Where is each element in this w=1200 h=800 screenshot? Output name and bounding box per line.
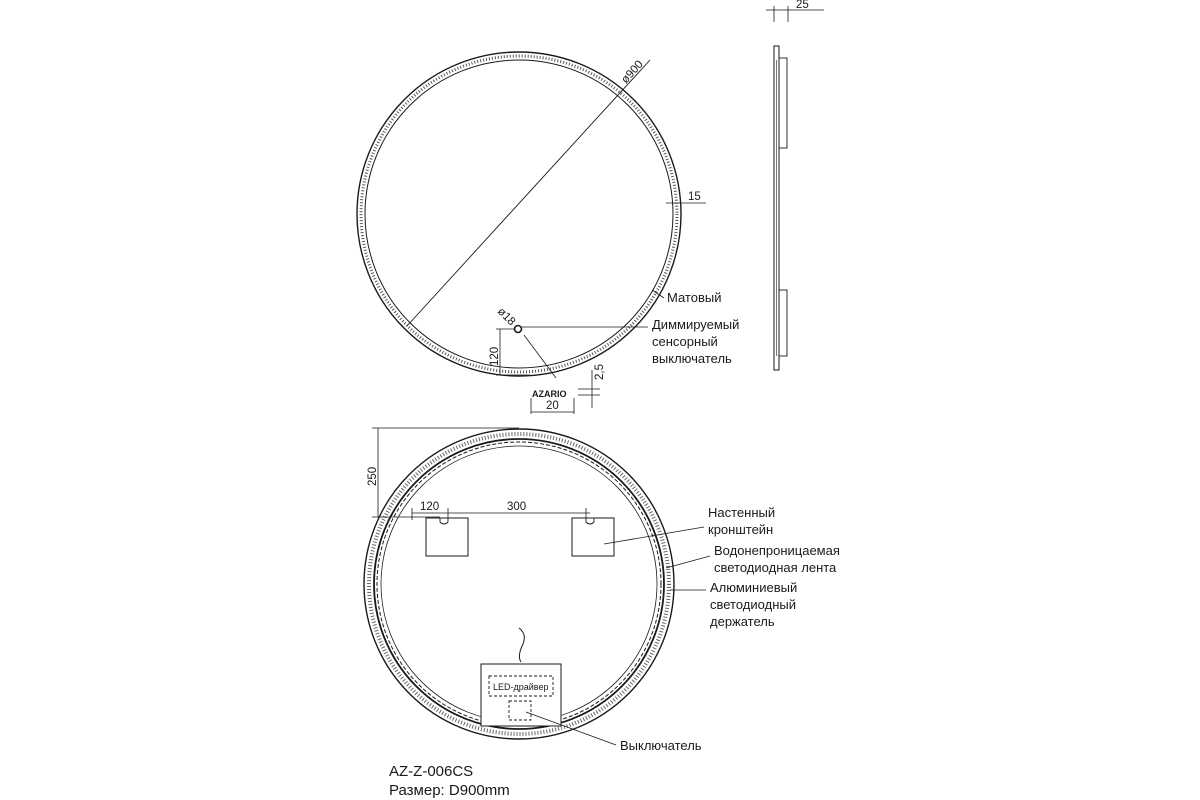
- depth-label: 25: [796, 0, 809, 11]
- right-wall-bracket: [572, 518, 614, 556]
- power-cable: [519, 628, 524, 662]
- led-strip-line2: светодиодная лента: [714, 560, 837, 575]
- side-top-bracket: [779, 58, 787, 148]
- logo-height-label: 2,5: [594, 364, 606, 380]
- back-switch-leader: [526, 712, 616, 745]
- azario-logo: AZARIO: [532, 389, 567, 399]
- switch-label-line2: сенсорный: [652, 334, 718, 349]
- bracket-edge-label: 120: [420, 501, 440, 513]
- led-strip-line1: Водонепроницаемая: [714, 543, 840, 558]
- touch-switch-icon: [515, 326, 522, 333]
- back-view: [364, 428, 840, 753]
- logo-width-label: 20: [546, 400, 559, 412]
- side-bottom-bracket: [779, 290, 787, 356]
- switch-label-line1: Диммируемый: [652, 317, 740, 332]
- size-label: Размер: D900mm: [389, 782, 510, 799]
- switch-label-line3: выключатель: [652, 351, 732, 366]
- holder-line2: светодиодный: [710, 597, 796, 612]
- side-view: [766, 0, 824, 370]
- footer: [389, 763, 510, 799]
- switch-offset-label: 120: [489, 346, 501, 366]
- matte-label: Матовый: [667, 290, 722, 305]
- holder-line1: Алюминиевый: [710, 580, 798, 595]
- left-wall-bracket: [426, 518, 468, 556]
- back-switch-label: Выключатель: [620, 738, 702, 753]
- holder-line3: держатель: [710, 614, 775, 629]
- front-view: [357, 52, 739, 414]
- diameter-label: ø900: [619, 58, 646, 87]
- frame-width-label: 15: [688, 191, 701, 203]
- switch-diameter-label: ø18: [494, 305, 518, 329]
- driver-housing: [481, 664, 561, 726]
- led-driver-label: LED-драйвер: [493, 682, 549, 692]
- bracket-top-label: 250: [367, 466, 379, 486]
- bracket-label-line1: Настенный: [708, 505, 776, 520]
- bracket-gap-label: 300: [507, 501, 527, 513]
- model-code: AZ-Z-006CS: [389, 763, 474, 780]
- diameter-dimension-line: [407, 60, 650, 326]
- logo-leader: [524, 335, 556, 378]
- bracket-label-line2: кронштейн: [708, 522, 774, 537]
